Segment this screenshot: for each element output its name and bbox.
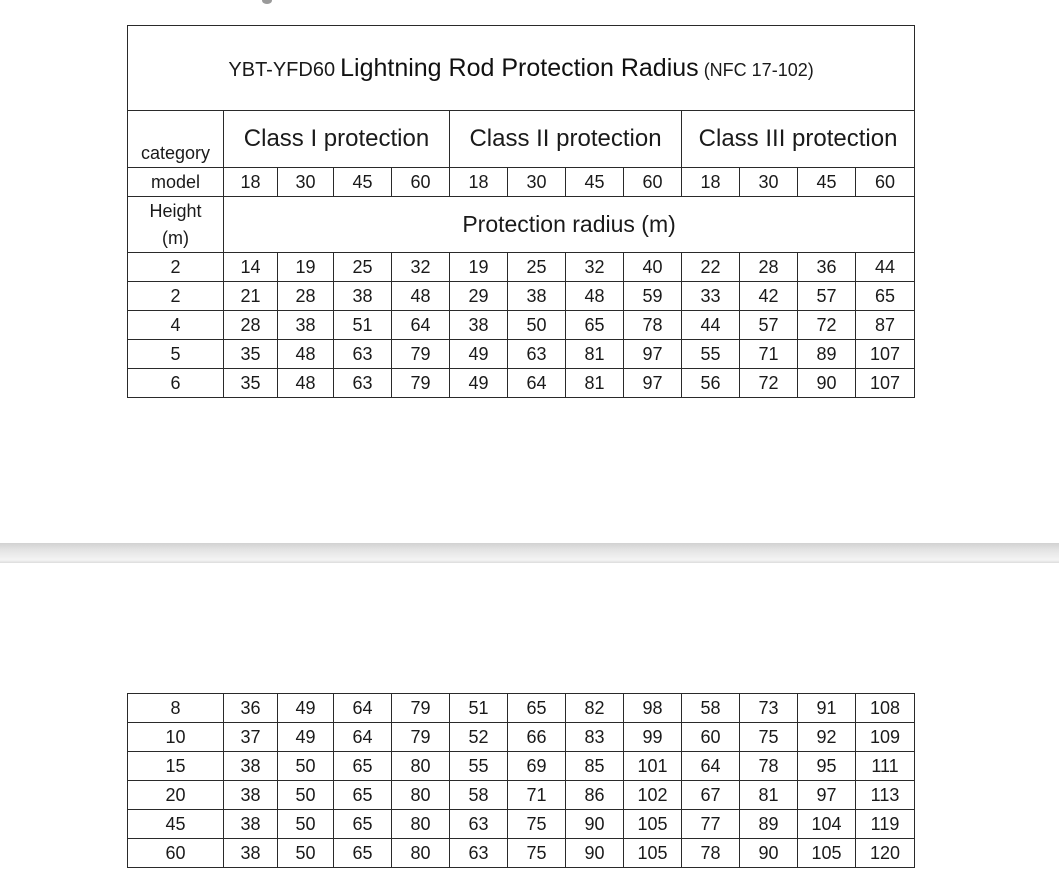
model-value: 30 xyxy=(508,168,566,197)
radius-value: 59 xyxy=(624,282,682,311)
radius-value: 105 xyxy=(624,839,682,868)
table-row xyxy=(128,694,915,723)
radius-value: 25 xyxy=(334,253,392,282)
radius-value: 50 xyxy=(278,752,334,781)
radius-value: 48 xyxy=(278,369,334,398)
radius-value: 35 xyxy=(224,369,278,398)
radius-value: 51 xyxy=(450,694,508,723)
radius-value: 63 xyxy=(508,340,566,369)
radius-value: 97 xyxy=(624,369,682,398)
height-value: 4 xyxy=(128,311,224,340)
radius-value: 38 xyxy=(224,781,278,810)
category-label: category xyxy=(128,111,224,168)
model-value: 45 xyxy=(798,168,856,197)
radius-value: 64 xyxy=(392,311,450,340)
radius-value: 77 xyxy=(682,810,740,839)
model-value: 18 xyxy=(682,168,740,197)
table-row xyxy=(128,781,915,810)
radius-value: 80 xyxy=(392,810,450,839)
radius-value: 79 xyxy=(392,694,450,723)
radius-value: 48 xyxy=(278,340,334,369)
model-value: 45 xyxy=(566,168,624,197)
protection-radius-label: Protection radius (m) xyxy=(224,197,915,253)
radius-value: 71 xyxy=(508,781,566,810)
radius-value: 48 xyxy=(566,282,624,311)
radius-value: 78 xyxy=(682,839,740,868)
class-2-header: Class II protection xyxy=(450,111,682,168)
radius-value: 50 xyxy=(278,839,334,868)
table-row xyxy=(128,282,915,311)
height-value: 60 xyxy=(128,839,224,868)
radius-value: 89 xyxy=(798,340,856,369)
radius-value: 81 xyxy=(740,781,798,810)
radius-value: 58 xyxy=(450,781,508,810)
radius-value: 28 xyxy=(740,253,798,282)
table-row xyxy=(128,752,915,781)
radius-value: 85 xyxy=(566,752,624,781)
radius-value: 64 xyxy=(508,369,566,398)
table-row xyxy=(128,311,915,340)
height-value: 2 xyxy=(128,282,224,311)
radius-value: 66 xyxy=(508,723,566,752)
radius-value: 79 xyxy=(392,340,450,369)
radius-value: 90 xyxy=(798,369,856,398)
radius-value: 108 xyxy=(856,694,915,723)
protection-radius-table-bottom xyxy=(127,693,915,868)
radius-value: 65 xyxy=(566,311,624,340)
radius-value: 92 xyxy=(798,723,856,752)
radius-value: 105 xyxy=(624,810,682,839)
radius-value: 89 xyxy=(740,810,798,839)
bottom-data-rows xyxy=(128,694,915,868)
radius-value: 35 xyxy=(224,340,278,369)
radius-value: 49 xyxy=(278,694,334,723)
radius-value: 71 xyxy=(740,340,798,369)
radius-value: 78 xyxy=(624,311,682,340)
table-row xyxy=(128,253,915,282)
radius-value: 50 xyxy=(278,781,334,810)
radius-value: 101 xyxy=(624,752,682,781)
radius-value: 25 xyxy=(508,253,566,282)
radius-value: 79 xyxy=(392,723,450,752)
radius-value: 97 xyxy=(798,781,856,810)
radius-value: 65 xyxy=(334,810,392,839)
height-value: 8 xyxy=(128,694,224,723)
radius-value: 33 xyxy=(682,282,740,311)
height-label xyxy=(128,197,224,253)
height-value: 10 xyxy=(128,723,224,752)
radius-value: 107 xyxy=(856,369,915,398)
radius-value: 90 xyxy=(740,839,798,868)
radius-value: 50 xyxy=(278,810,334,839)
model-value: 30 xyxy=(740,168,798,197)
radius-value: 65 xyxy=(508,694,566,723)
radius-value: 98 xyxy=(624,694,682,723)
radius-value: 104 xyxy=(798,810,856,839)
radius-value: 87 xyxy=(856,311,915,340)
radius-value: 49 xyxy=(450,340,508,369)
class-1-header: Class I protection xyxy=(224,111,450,168)
radius-value: 105 xyxy=(798,839,856,868)
model-label: model xyxy=(128,168,224,197)
title-standard-suffix: (NFC 17-102) xyxy=(703,59,814,80)
radius-value: 51 xyxy=(334,311,392,340)
radius-value: 40 xyxy=(624,253,682,282)
radius-value: 63 xyxy=(450,810,508,839)
radius-value: 72 xyxy=(740,369,798,398)
radius-value: 63 xyxy=(334,369,392,398)
radius-value: 81 xyxy=(566,340,624,369)
radius-value: 42 xyxy=(740,282,798,311)
radius-value: 65 xyxy=(334,752,392,781)
radius-value: 78 xyxy=(740,752,798,781)
radius-value: 97 xyxy=(624,340,682,369)
page-edge-mark xyxy=(262,0,272,4)
radius-value: 73 xyxy=(740,694,798,723)
radius-value: 75 xyxy=(508,810,566,839)
page-separator xyxy=(0,543,1059,563)
radius-value: 52 xyxy=(450,723,508,752)
protection-radius-table-top xyxy=(127,25,915,398)
radius-value: 90 xyxy=(566,810,624,839)
radius-value: 99 xyxy=(624,723,682,752)
radius-value: 37 xyxy=(224,723,278,752)
radius-value: 22 xyxy=(682,253,740,282)
radius-value: 36 xyxy=(224,694,278,723)
radius-value: 113 xyxy=(856,781,915,810)
class-3-header: Class III protection xyxy=(682,111,915,168)
radius-value: 19 xyxy=(450,253,508,282)
model-value: 60 xyxy=(624,168,682,197)
height-label-line2: (m) xyxy=(162,227,189,248)
radius-value: 72 xyxy=(798,311,856,340)
radius-value: 50 xyxy=(508,311,566,340)
table-row xyxy=(128,723,915,752)
radius-value: 44 xyxy=(856,253,915,282)
radius-value: 38 xyxy=(224,839,278,868)
radius-value: 119 xyxy=(856,810,915,839)
radius-value: 75 xyxy=(740,723,798,752)
radius-value: 80 xyxy=(392,839,450,868)
radius-value: 57 xyxy=(740,311,798,340)
radius-value: 49 xyxy=(450,369,508,398)
model-value: 18 xyxy=(450,168,508,197)
radius-value: 82 xyxy=(566,694,624,723)
radius-value: 48 xyxy=(392,282,450,311)
radius-value: 38 xyxy=(450,311,508,340)
table-row xyxy=(128,369,915,398)
table-row xyxy=(128,340,915,369)
radius-value: 14 xyxy=(224,253,278,282)
radius-value: 38 xyxy=(224,752,278,781)
radius-value: 56 xyxy=(682,369,740,398)
model-value: 60 xyxy=(856,168,915,197)
radius-value: 63 xyxy=(450,839,508,868)
radius-value: 38 xyxy=(278,311,334,340)
radius-value: 44 xyxy=(682,311,740,340)
radius-value: 49 xyxy=(278,723,334,752)
radius-value: 29 xyxy=(450,282,508,311)
radius-value: 28 xyxy=(278,282,334,311)
radius-value: 60 xyxy=(682,723,740,752)
model-row xyxy=(128,168,915,197)
radius-value: 21 xyxy=(224,282,278,311)
radius-value: 95 xyxy=(798,752,856,781)
radius-value: 107 xyxy=(856,340,915,369)
height-label-line1: Height xyxy=(149,200,202,221)
radius-value: 64 xyxy=(334,723,392,752)
radius-value: 67 xyxy=(682,781,740,810)
radius-value: 32 xyxy=(392,253,450,282)
height-value: 5 xyxy=(128,340,224,369)
radius-value: 83 xyxy=(566,723,624,752)
table-title xyxy=(128,26,915,111)
radius-value: 102 xyxy=(624,781,682,810)
radius-value: 75 xyxy=(508,839,566,868)
radius-value: 111 xyxy=(856,752,915,781)
radius-value: 65 xyxy=(334,781,392,810)
radius-value: 69 xyxy=(508,752,566,781)
radius-value: 38 xyxy=(508,282,566,311)
radius-value: 57 xyxy=(798,282,856,311)
height-value: 15 xyxy=(128,752,224,781)
radius-value: 65 xyxy=(334,839,392,868)
table-row xyxy=(128,839,915,868)
radius-value: 91 xyxy=(798,694,856,723)
radius-value: 63 xyxy=(334,340,392,369)
title-main-text: Lightning Rod Protection Radius xyxy=(340,53,699,82)
top-data-rows xyxy=(128,253,915,398)
radius-value: 90 xyxy=(566,839,624,868)
radius-value: 79 xyxy=(392,369,450,398)
radius-value: 80 xyxy=(392,752,450,781)
height-value: 45 xyxy=(128,810,224,839)
height-value: 6 xyxy=(128,369,224,398)
model-value: 45 xyxy=(334,168,392,197)
radius-value: 19 xyxy=(278,253,334,282)
model-value: 30 xyxy=(278,168,334,197)
radius-value: 58 xyxy=(682,694,740,723)
radius-value: 55 xyxy=(682,340,740,369)
radius-value: 28 xyxy=(224,311,278,340)
radius-value: 80 xyxy=(392,781,450,810)
radius-value: 65 xyxy=(856,282,915,311)
radius-value: 32 xyxy=(566,253,624,282)
radius-value: 38 xyxy=(224,810,278,839)
title-model-prefix: YBT-YFD60 xyxy=(228,58,336,81)
height-value: 2 xyxy=(128,253,224,282)
table-row xyxy=(128,810,915,839)
radius-value: 120 xyxy=(856,839,915,868)
model-value: 18 xyxy=(224,168,278,197)
radius-value: 81 xyxy=(566,369,624,398)
radius-value: 64 xyxy=(682,752,740,781)
radius-value: 64 xyxy=(334,694,392,723)
radius-value: 55 xyxy=(450,752,508,781)
radius-value: 36 xyxy=(798,253,856,282)
radius-value: 109 xyxy=(856,723,915,752)
radius-value: 38 xyxy=(334,282,392,311)
radius-value: 86 xyxy=(566,781,624,810)
model-value: 60 xyxy=(392,168,450,197)
height-value: 20 xyxy=(128,781,224,810)
